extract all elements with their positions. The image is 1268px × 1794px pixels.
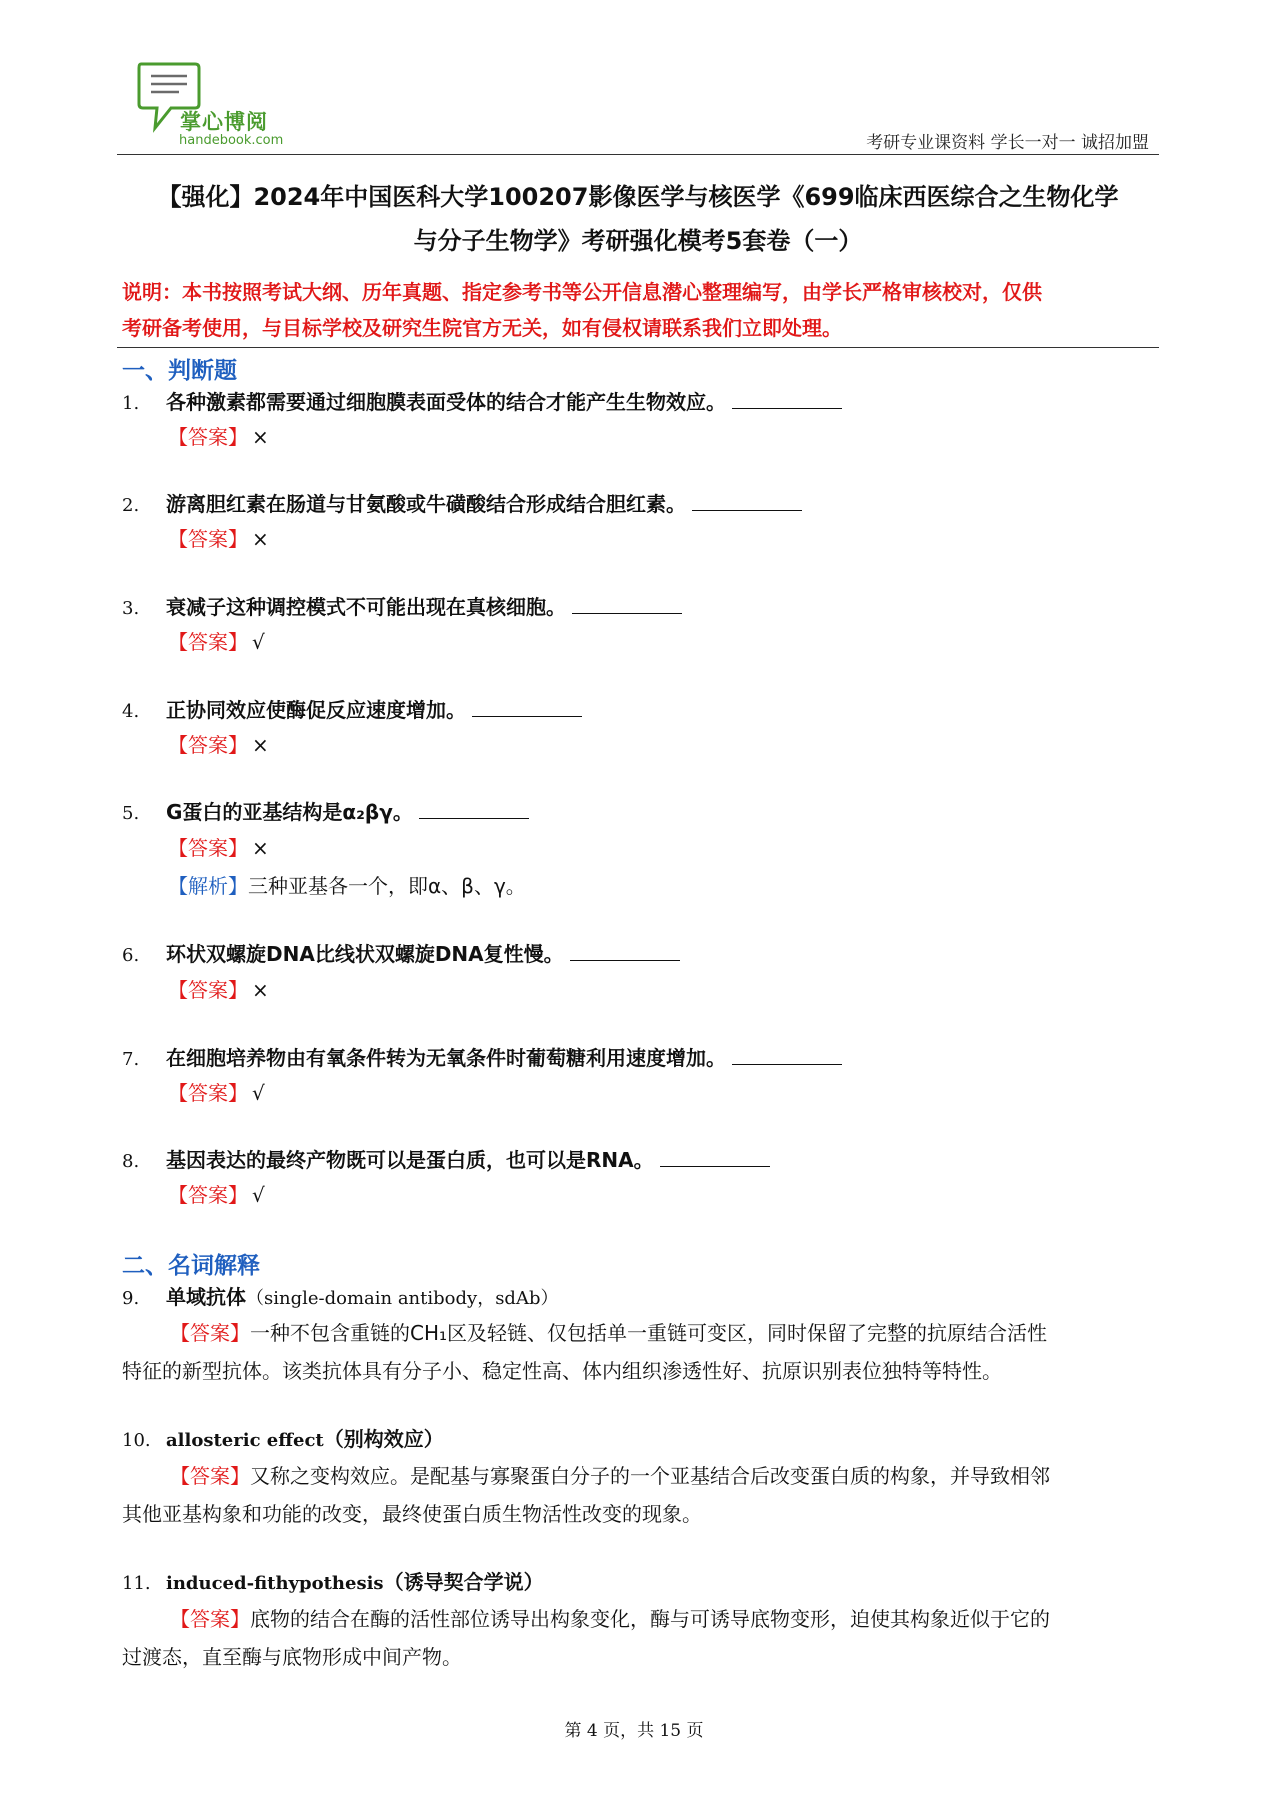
question-number: 8. bbox=[122, 1151, 140, 1172]
answer-mark: × bbox=[252, 425, 269, 449]
answer-blank bbox=[732, 1046, 842, 1065]
answer-mark: × bbox=[252, 733, 269, 757]
section-heading-true-false: 一、判断题 bbox=[122, 358, 237, 384]
question-item bbox=[122, 695, 582, 727]
answer-mark: √ bbox=[252, 630, 265, 654]
question-text: 游离胆红素在肠道与甘氨酸或牛磺酸结合形成结合胆红素。 bbox=[166, 492, 686, 516]
answer-line bbox=[168, 730, 269, 760]
question-text: G蛋白的亚基结构是α₂βγ。 bbox=[166, 800, 413, 824]
header-divider bbox=[117, 154, 1159, 155]
disclaimer-notice bbox=[122, 274, 1162, 346]
question-number: 5. bbox=[122, 803, 140, 824]
question-item bbox=[122, 1043, 842, 1075]
answer-mark: × bbox=[252, 527, 269, 551]
answer-line bbox=[168, 833, 269, 863]
answer-label: 【答案】 bbox=[168, 630, 248, 654]
notice-line-1: 说明：本书按照考试大纲、历年真题、指定参考书等公开信息潜心整理编写，由学长严格审核校对，仅供 bbox=[122, 280, 1042, 304]
question-item bbox=[122, 489, 802, 521]
term-item bbox=[122, 1424, 444, 1456]
analysis-line bbox=[168, 871, 526, 901]
question-number: 2. bbox=[122, 495, 140, 516]
question-text: 正协同效应使酶促反应速度增加。 bbox=[166, 698, 466, 722]
answer-label: 【答案】 bbox=[170, 1464, 250, 1488]
answer-line bbox=[168, 975, 269, 1005]
section-heading-definitions: 二、名词解释 bbox=[122, 1253, 260, 1279]
question-item bbox=[122, 797, 529, 829]
definition-line-2: 其他亚基构象和功能的改变，最终使蛋白质生物活性改变的现象。 bbox=[122, 1502, 702, 1526]
definition-line-2: 过渡态，直至酶与底物形成中间产物。 bbox=[122, 1645, 462, 1669]
answer-line bbox=[168, 524, 269, 554]
answer-mark: √ bbox=[252, 1183, 265, 1207]
question-number: 3. bbox=[122, 598, 140, 619]
notice-line-2: 考研备考使用，与目标学校及研究生院官方无关，如有侵权请联系我们立即处理。 bbox=[122, 316, 842, 340]
term-item bbox=[122, 1567, 544, 1599]
answer-mark: × bbox=[252, 978, 269, 1002]
answer-blank bbox=[570, 942, 680, 961]
answer-blank bbox=[660, 1148, 770, 1167]
answer-label: 【答案】 bbox=[168, 425, 248, 449]
answer-mark: √ bbox=[252, 1081, 265, 1105]
title-line-1: 【强化】2024年中国医科大学100207影像医学与核医学《699临床西医综合之生物化学 bbox=[157, 183, 1119, 211]
logo bbox=[135, 60, 295, 150]
term-extra: （诱导契合学说） bbox=[383, 1570, 544, 1594]
question-item bbox=[122, 592, 682, 624]
answer-label: 【答案】 bbox=[168, 1183, 248, 1207]
answer-label: 【答案】 bbox=[168, 1081, 248, 1105]
term-number: 10. bbox=[122, 1430, 151, 1451]
title-line-2: 与分子生物学》考研强化模考5套卷（一） bbox=[413, 227, 863, 255]
question-text: 衰减子这种调控模式不可能出现在真核细胞。 bbox=[166, 595, 566, 619]
definition-line-1: 底物的结合在酶的活性部位诱导出构象变化，酶与可诱导底物变形，迫使其构象近似于它的 bbox=[250, 1607, 1050, 1631]
question-text: 各种激素都需要通过细胞膜表面受体的结合才能产生生物效应。 bbox=[166, 390, 726, 414]
term-number: 11. bbox=[122, 1573, 151, 1594]
answer-line bbox=[168, 422, 269, 452]
answer-line bbox=[168, 1180, 265, 1210]
answer-blank bbox=[692, 492, 802, 511]
term-definition bbox=[122, 1600, 1158, 1676]
answer-line bbox=[168, 627, 265, 657]
question-number: 6. bbox=[122, 945, 140, 966]
analysis-label: 【解析】 bbox=[168, 874, 248, 898]
definition-line-1: 又称之变构效应。是配基与寡聚蛋白分子的一个亚基结合后改变蛋白质的构象，并导致相邻 bbox=[250, 1464, 1050, 1488]
term-definition bbox=[122, 1457, 1158, 1533]
term-item bbox=[122, 1282, 558, 1314]
logo-name: 掌心博阅 bbox=[180, 110, 268, 134]
logo-url: handebook.com bbox=[179, 133, 284, 148]
answer-label: 【答案】 bbox=[168, 978, 248, 1002]
question-number: 1. bbox=[122, 393, 140, 414]
answer-mark: × bbox=[252, 836, 269, 860]
question-item bbox=[122, 387, 842, 419]
answer-blank bbox=[419, 800, 529, 819]
answer-line bbox=[168, 1078, 265, 1108]
document-title bbox=[117, 175, 1159, 263]
term-name: allosteric effect bbox=[166, 1430, 324, 1451]
answer-label: 【答案】 bbox=[168, 527, 248, 551]
definition-line-1: 一种不包含重链的CH₁区及轻链、仅包括单一重链可变区，同时保留了完整的抗原结合活性 bbox=[250, 1321, 1048, 1345]
answer-blank bbox=[472, 698, 582, 717]
term-extra: （single-domain antibody，sdAb） bbox=[246, 1288, 559, 1309]
term-definition bbox=[122, 1314, 1158, 1390]
page-number: 第 4 页，共 15 页 bbox=[564, 1721, 704, 1741]
question-text: 基因表达的最终产物既可以是蛋白质，也可以是RNA。 bbox=[166, 1148, 654, 1172]
answer-label: 【答案】 bbox=[170, 1321, 250, 1345]
question-number: 4. bbox=[122, 701, 140, 722]
question-item bbox=[122, 939, 680, 971]
page-header bbox=[117, 58, 1159, 155]
answer-label: 【答案】 bbox=[170, 1607, 250, 1631]
answer-label: 【答案】 bbox=[168, 733, 248, 757]
answer-blank bbox=[572, 595, 682, 614]
header-tagline: 考研专业课资料 学长一对一 诚招加盟 bbox=[866, 133, 1149, 153]
definition-line-2: 特征的新型抗体。该类抗体具有分子小、稳定性高、体内组织渗透性好、抗原识别表位独特等特性。 bbox=[122, 1359, 1002, 1383]
analysis-text: 三种亚基各一个，即α、β、γ。 bbox=[248, 874, 526, 898]
answer-blank bbox=[732, 390, 842, 409]
notice-divider bbox=[117, 347, 1159, 348]
question-text: 环状双螺旋DNA比线状双螺旋DNA复性慢。 bbox=[166, 942, 564, 966]
question-number: 7. bbox=[122, 1049, 140, 1070]
answer-label: 【答案】 bbox=[168, 836, 248, 860]
term-name: induced-fithypothesis bbox=[166, 1573, 384, 1594]
term-number: 9. bbox=[122, 1288, 140, 1309]
term-name: 单域抗体 bbox=[166, 1285, 246, 1309]
question-item bbox=[122, 1145, 770, 1177]
question-text: 在细胞培养物由有氧条件转为无氧条件时葡萄糖利用速度增加。 bbox=[166, 1046, 726, 1070]
term-extra: （别构效应） bbox=[323, 1427, 444, 1451]
